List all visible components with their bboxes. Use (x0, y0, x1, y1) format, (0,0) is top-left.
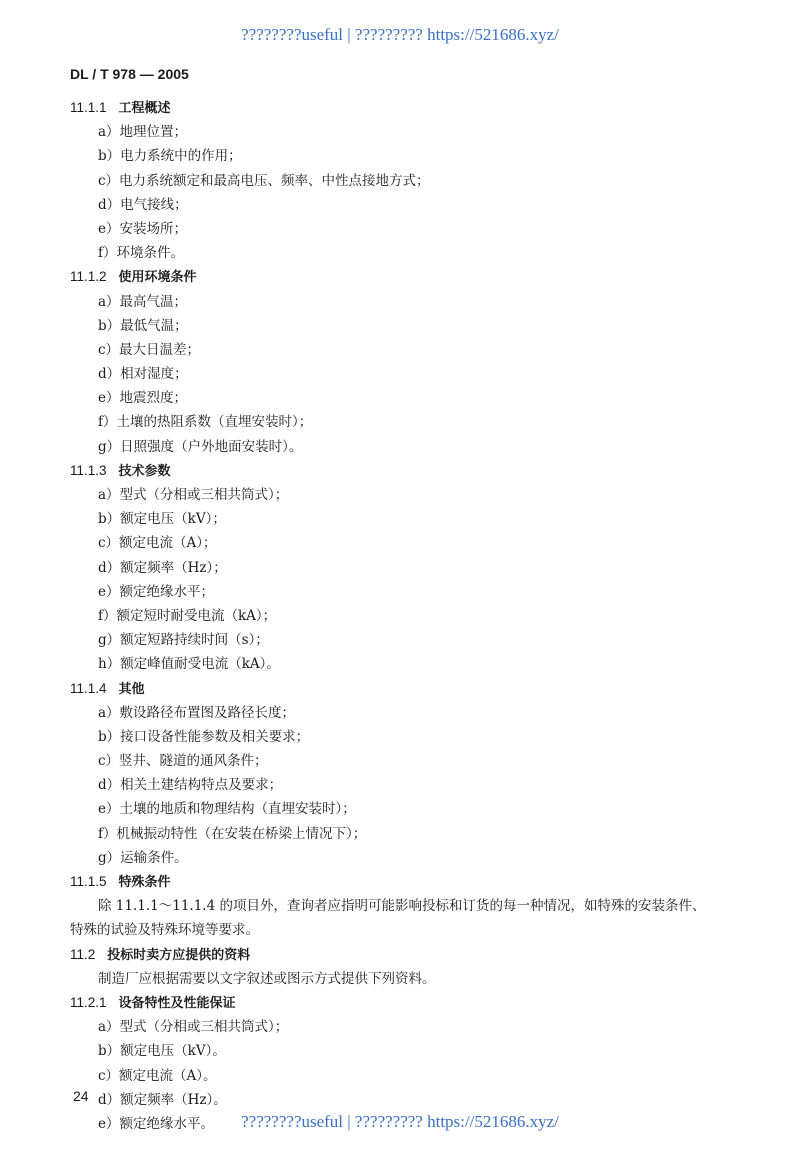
list-item: c）电力系统额定和最高电压、频率、中性点接地方式； (98, 172, 430, 189)
list-item: e）安装场所； (98, 220, 187, 237)
section-heading (70, 870, 770, 894)
list-item: d）额定频率（Hz）； (98, 559, 227, 576)
list-item: g）额定短路持续时间（s）； (98, 632, 269, 649)
section-heading (70, 459, 770, 483)
document-body (70, 96, 770, 1136)
section-title: 投标时卖方应提供的资料 (107, 947, 251, 963)
list-item: e）额定绝缘水平。 (98, 1115, 214, 1132)
list-item: b）接口设备性能参数及相关要求； (98, 728, 310, 745)
list-item: g）运输条件。 (98, 849, 188, 866)
list-item: b）额定电压（kV）。 (98, 1043, 226, 1060)
list-item: a）最高气温； (98, 293, 188, 310)
list-item: h）额定峰值耐受电流（kA）。 (98, 656, 280, 673)
watermark-link-bottom[interactable]: ????????useful | ????????? https://521686.xyz/ (241, 1112, 559, 1131)
section-heading (70, 96, 770, 120)
section-title: 技术参数 (118, 463, 171, 479)
list-item: b）电力系统中的作用； (98, 148, 242, 165)
section-number: 11.1.2 (70, 269, 107, 285)
section-heading (70, 991, 770, 1015)
section-heading (70, 943, 770, 967)
section-number: 11.1.1 (70, 100, 107, 115)
list-item: c）额定电流（A）。 (98, 1067, 217, 1084)
paragraph-line: 制造厂应根据需要以文字叙述或图示方式提供下列资料。 (98, 970, 436, 987)
section-title: 其他 (118, 681, 145, 697)
page-number: 24 (73, 1088, 89, 1104)
section-title: 特殊条件 (118, 875, 171, 890)
list-item: a）型式（分相或三相共筒式）； (98, 1019, 289, 1036)
section-title: 设备特性及性能保证 (118, 995, 236, 1011)
section-heading (70, 677, 770, 701)
list-item: e）额定绝缘水平； (98, 583, 214, 600)
section-title: 使用环境条件 (118, 270, 197, 286)
section-number: 11.1.3 (70, 462, 107, 478)
list-item: f）额定短时耐受电流（kA）； (98, 607, 277, 624)
list-item: e）土壤的地质和物理结构（直埋安装时）； (98, 801, 356, 818)
list-item: c）最大日温差； (98, 341, 201, 358)
list-item: a）敷设路径布置图及路径长度； (98, 704, 296, 721)
list-item: g）日照强度（户外地面安装时）。 (98, 438, 303, 455)
list-item: c）额定电流（A）； (98, 535, 217, 552)
list-item: e）地震烈度； (98, 390, 187, 407)
section-number: 11.2.1 (70, 994, 107, 1010)
list-item: b）最低气温； (98, 317, 188, 334)
list-item: f）机械振动特性（在安装在桥梁上情况下）； (98, 825, 367, 842)
section-heading (70, 265, 770, 289)
list-item: c）竖井、隧道的通风条件； (98, 753, 268, 770)
list-item: d）电气接线； (98, 196, 188, 213)
list-item: b）额定电压（kV）； (98, 511, 226, 528)
paragraph-line: 除 11.1.1～11.1.4 的项目外，查询者应指明可能影响投标和订货的每一种情况，如特殊的安装条件、 (98, 898, 706, 915)
section-number: 11.1.4 (70, 680, 107, 696)
section-number: 11.1.5 (70, 874, 107, 889)
section-title: 工程概述 (118, 101, 171, 116)
document-id: DL / T 978 — 2005 (70, 66, 189, 82)
list-item: d）相对湿度； (98, 366, 188, 383)
section-number: 11.2 (70, 946, 96, 962)
list-item: f）环境条件。 (98, 245, 184, 262)
watermark-link-top[interactable]: ????????useful | ????????? https://521686.xyz/ (241, 25, 559, 44)
list-item: f）土壤的热阻系数（直埋安装时）； (98, 414, 313, 431)
list-item: d）相关土建结构特点及要求； (98, 777, 283, 794)
paragraph-line: 特殊的试验及特殊环境等要求。 (70, 922, 259, 939)
list-item: d）额定频率（Hz）。 (98, 1091, 227, 1108)
list-item: a）型式（分相或三相共筒式）； (98, 487, 289, 503)
list-item: a）地理位置； (98, 124, 188, 141)
